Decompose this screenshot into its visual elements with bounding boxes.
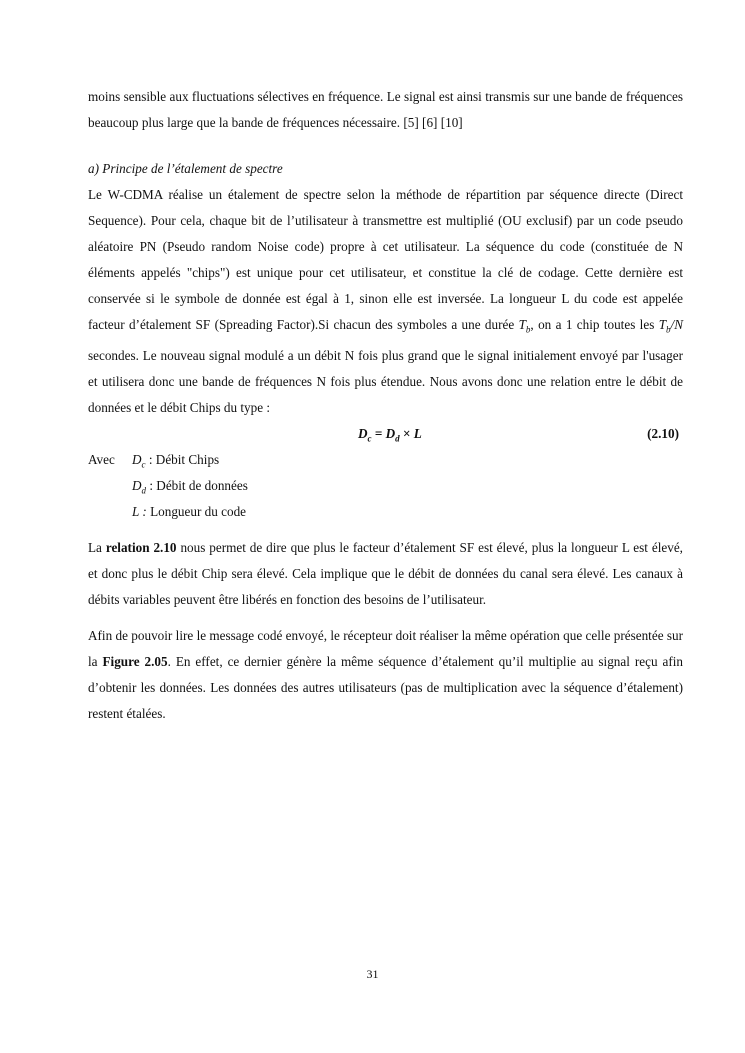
definition-list: [88, 447, 683, 525]
paragraph-intro: moins sensible aux fluctuations sélectives en fréquence. Le signal est ainsi transmis sur une bande de fréquences beaucoup plus large que la bande de fréquences nécessaire. [5] [6] [10]: [88, 89, 683, 130]
definition-text: : Débit de données: [146, 477, 248, 493]
definition-item: [88, 473, 683, 499]
bold-reference: Figure 2.05: [102, 653, 168, 669]
symbol-tb: $T_b$: [518, 317, 531, 335]
definition-text: : Débit Chips: [145, 451, 220, 467]
definition-text: Longueur du code: [146, 503, 247, 519]
definition-item: [88, 499, 683, 525]
bold-reference: relation 2.10: [105, 539, 177, 555]
definition-symbol: L :: [132, 503, 147, 519]
definition-item: [88, 447, 683, 473]
text-run: , on a 1 chip toutes les: [530, 317, 659, 332]
equation-row: [88, 421, 683, 447]
paragraph-receiver: Afin de pouvoir lire le message codé envoyé, le récepteur doit réaliser la même opération que celle présentée sur la Figure 2.05. En effet, ce dernier génère la même séquence d’étalement qu’il multiplie au signal reçu afin d’obtenir les données. Les données des autres utilisateurs (pas de multiplication avec la séquence d’étalement) restent étalées.: [88, 627, 683, 721]
paragraph-relation: La relation 2.10 nous permet de dire que plus le facteur d’étalement SF est élevé, plus la longueur L est élevé, et donc plus le débit Chip sera élevé. Cela implique que le débit de données du canal sera élevé. Les canaux à débits variables peuvent être libérés en fonction des besoins de l’utilisateur.: [88, 539, 683, 607]
definition-symbol: $D_c$: [132, 451, 146, 470]
text-run: secondes. Le nouveau signal modulé a un débit N fois plus grand que le signal initialement envoyé par l'usager et utilisera donc une bande de fréquences N fois plus étendue. Nous avons donc une relation entre le débit de données et le débit Chips du type :: [88, 347, 683, 415]
page-number: 31: [366, 967, 379, 981]
equation: $D_c = D_d \times L$: [358, 425, 422, 444]
text-run: Le W-CDMA réalise un étalement de spectre selon la méthode de répartition par séquence directe (Direct Sequence). Pour cela, chaque bit de l’utilisateur à transmettre est multiplié (OU exclusif) par un code pseudo aléatoire PN (Pseudo random Noise code) propre à cet utilisateur. La séquence du code (constituée de N éléments appelés "chips") est unique pour cet utilisateur, et constitue la clé de codage. Cette dernière est conservée si le symbole de donnée est égal à 1, sinon elle est inversée. La longueur L du code est appelée facteur d’étalement SF (Spreading Factor).Si chacun des symboles a une durée: [88, 187, 683, 332]
paragraph-principle: [88, 182, 683, 421]
symbol-tb-over-n: $T_b/N$: [658, 317, 683, 335]
definition-avec-label: Avec: [88, 451, 115, 467]
section-heading: a) Principe de l’étalement de spectre: [88, 161, 283, 176]
document-page: [88, 84, 683, 727]
equation-number: (2.10): [647, 425, 679, 441]
definition-symbol: $D_d$: [132, 477, 147, 496]
